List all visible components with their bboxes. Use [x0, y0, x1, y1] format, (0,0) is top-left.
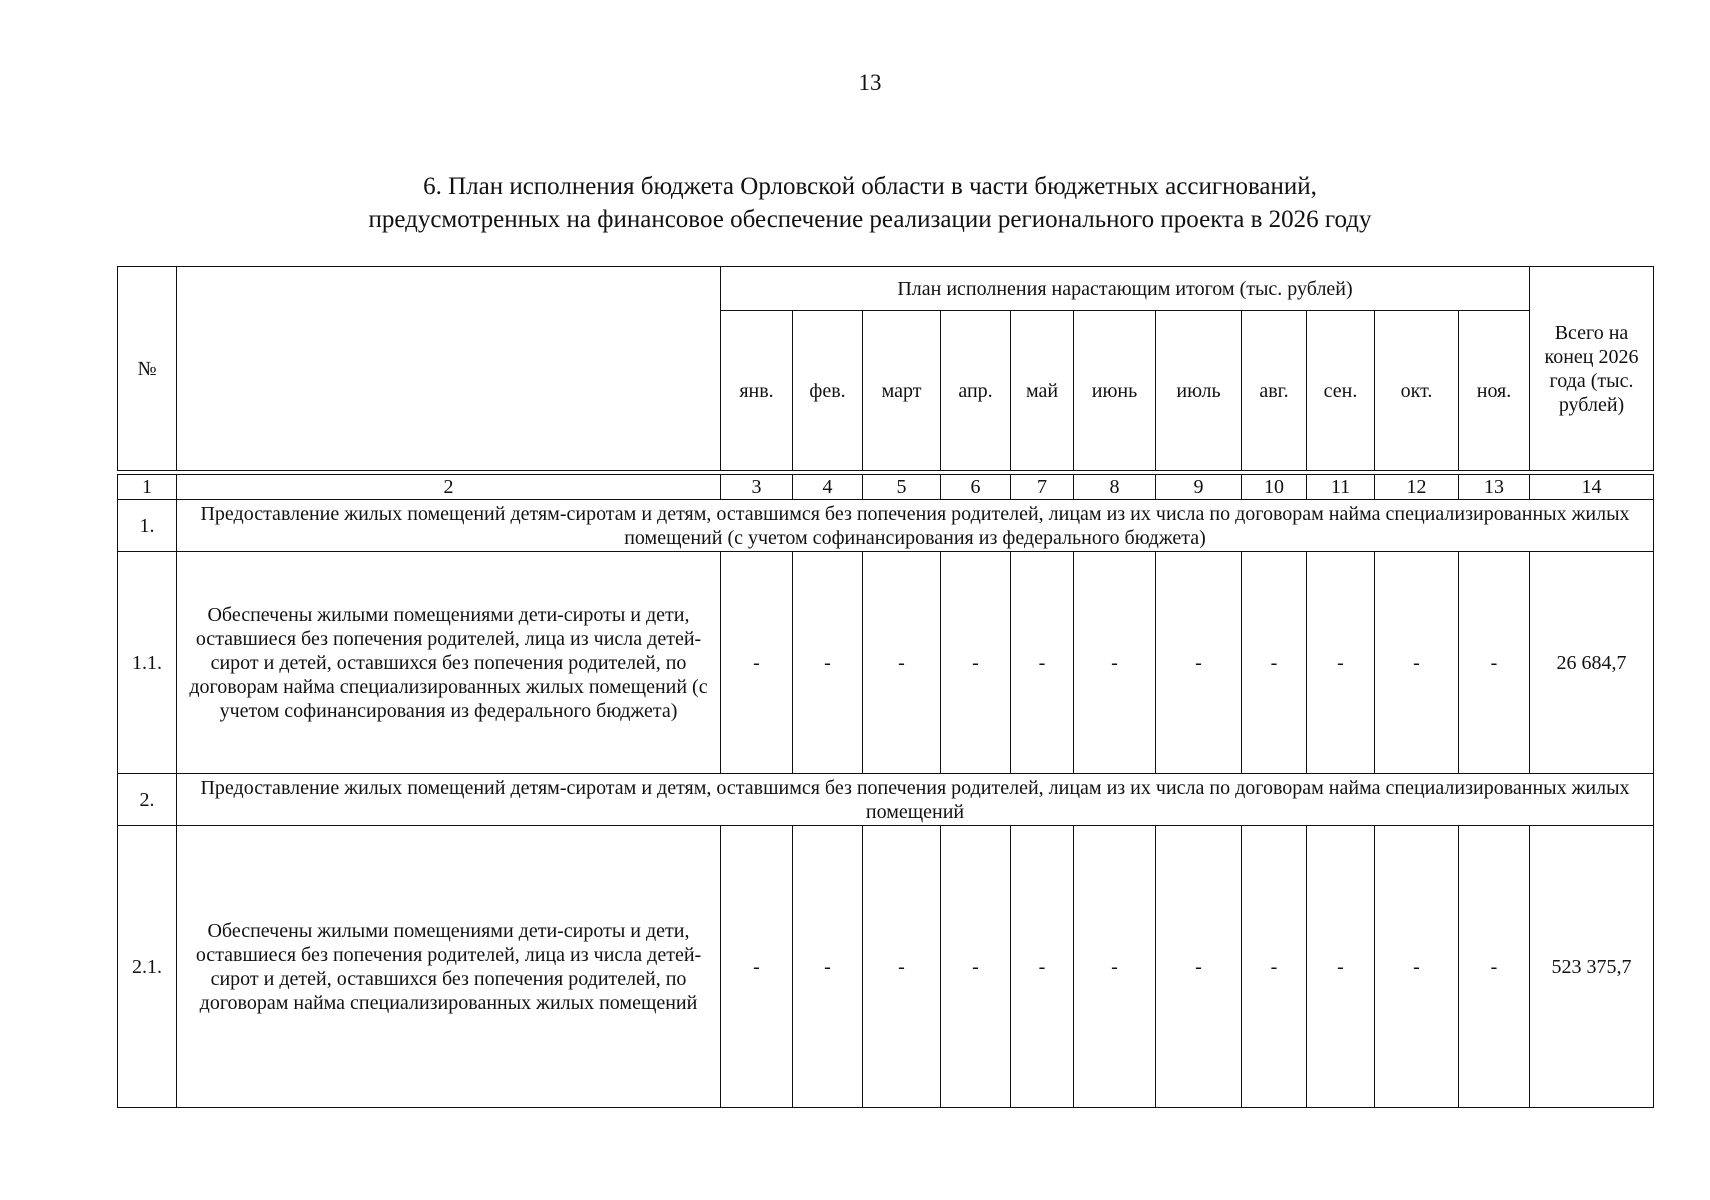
column-number: 4 [793, 475, 863, 500]
column-number: 9 [1156, 475, 1242, 500]
budget-plan-table [117, 266, 1654, 1108]
month-value: - [1459, 826, 1530, 1108]
item-text: Обеспечены жилыми помещениями дети-сироты и дети, оставшиеся без попечения родителей, лица из числа детей-сирот и детей, оставшихся без попечения родителей, по договорам найма специализированных жилых помещений [177, 826, 721, 1108]
month-value: - [1307, 826, 1375, 1108]
header-month: март [863, 311, 941, 471]
item-number: 2.1. [118, 826, 177, 1108]
header-row-1 [118, 267, 1654, 311]
item-number: 1.1. [118, 552, 177, 774]
month-value: - [793, 552, 863, 774]
total-value: 523 375,7 [1530, 826, 1654, 1108]
document-heading [0, 170, 1710, 236]
month-value: - [1375, 552, 1459, 774]
header-total: Всего на конец 2026 года (тыс. рублей) [1530, 267, 1654, 471]
header-month: авг. [1242, 311, 1307, 471]
month-value: - [1242, 552, 1307, 774]
section-number: 1. [118, 500, 177, 552]
section-title: Предоставление жилых помещений детям-сиротам и детям, оставшимся без попечения родителей, лицам из их числа по договорам найма специализированных жилых помещений [177, 774, 1654, 826]
column-number: 1 [118, 475, 177, 500]
section-row [118, 500, 1654, 552]
month-value: - [1459, 552, 1530, 774]
month-value: - [1156, 826, 1242, 1108]
section-number: 2. [118, 774, 177, 826]
column-number: 6 [941, 475, 1011, 500]
header-month: июль [1156, 311, 1242, 471]
item-row [118, 826, 1654, 1108]
month-value: - [941, 826, 1011, 1108]
column-number: 13 [1459, 475, 1530, 500]
header-month: янв. [721, 311, 793, 471]
column-number: 10 [1242, 475, 1307, 500]
month-value: - [1074, 552, 1156, 774]
month-value: - [863, 826, 941, 1108]
month-value: - [1156, 552, 1242, 774]
column-number: 14 [1530, 475, 1654, 500]
column-number: 12 [1375, 475, 1459, 500]
column-number: 3 [721, 475, 793, 500]
header-plan-group: План исполнения нарастающим итогом (тыс. рублей) [721, 267, 1530, 311]
month-value: - [941, 552, 1011, 774]
column-number: 11 [1307, 475, 1375, 500]
month-value: - [793, 826, 863, 1108]
column-numbers-row [118, 475, 1654, 500]
column-number: 2 [177, 475, 721, 500]
header-month: окт. [1375, 311, 1459, 471]
header-month: сен. [1307, 311, 1375, 471]
month-value: - [1011, 826, 1074, 1108]
total-value: 26 684,7 [1530, 552, 1654, 774]
column-number: 8 [1074, 475, 1156, 500]
column-number: 5 [863, 475, 941, 500]
heading-line-2: предусмотренных на финансовое обеспечение реализации регионального проекта в 2026 году [368, 206, 1372, 233]
page-number: 13 [858, 70, 882, 95]
header-no: № [118, 267, 177, 471]
month-value: - [1074, 826, 1156, 1108]
heading-line-1: 6. План исполнения бюджета Орловской области в части бюджетных ассигнований, [423, 173, 1317, 200]
item-row [118, 552, 1654, 774]
month-value: - [1011, 552, 1074, 774]
section-title: Предоставление жилых помещений детям-сиротам и детям, оставшимся без попечения родителей, лицам из их числа по договорам найма специализированных жилых помещений (с учетом софинансирования из федерального бюджета) [177, 500, 1654, 552]
item-text: Обеспечены жилыми помещениями дети-сироты и дети, оставшиеся без попечения родителей, лица из числа детей-сирот и детей, оставшихся без попечения родителей, по договорам найма специализированных жилых помещений (с учетом софинансирования из федерального бюджета) [177, 552, 721, 774]
header-month: фев. [793, 311, 863, 471]
month-value: - [1307, 552, 1375, 774]
header-month: июнь [1074, 311, 1156, 471]
column-number: 7 [1011, 475, 1074, 500]
section-row [118, 774, 1654, 826]
month-value: - [721, 826, 793, 1108]
month-value: - [721, 552, 793, 774]
header-month: апр. [941, 311, 1011, 471]
header-month: ноя. [1459, 311, 1530, 471]
month-value: - [863, 552, 941, 774]
header-name [177, 267, 721, 471]
header-month: май [1011, 311, 1074, 471]
month-value: - [1242, 826, 1307, 1108]
month-value: - [1375, 826, 1459, 1108]
